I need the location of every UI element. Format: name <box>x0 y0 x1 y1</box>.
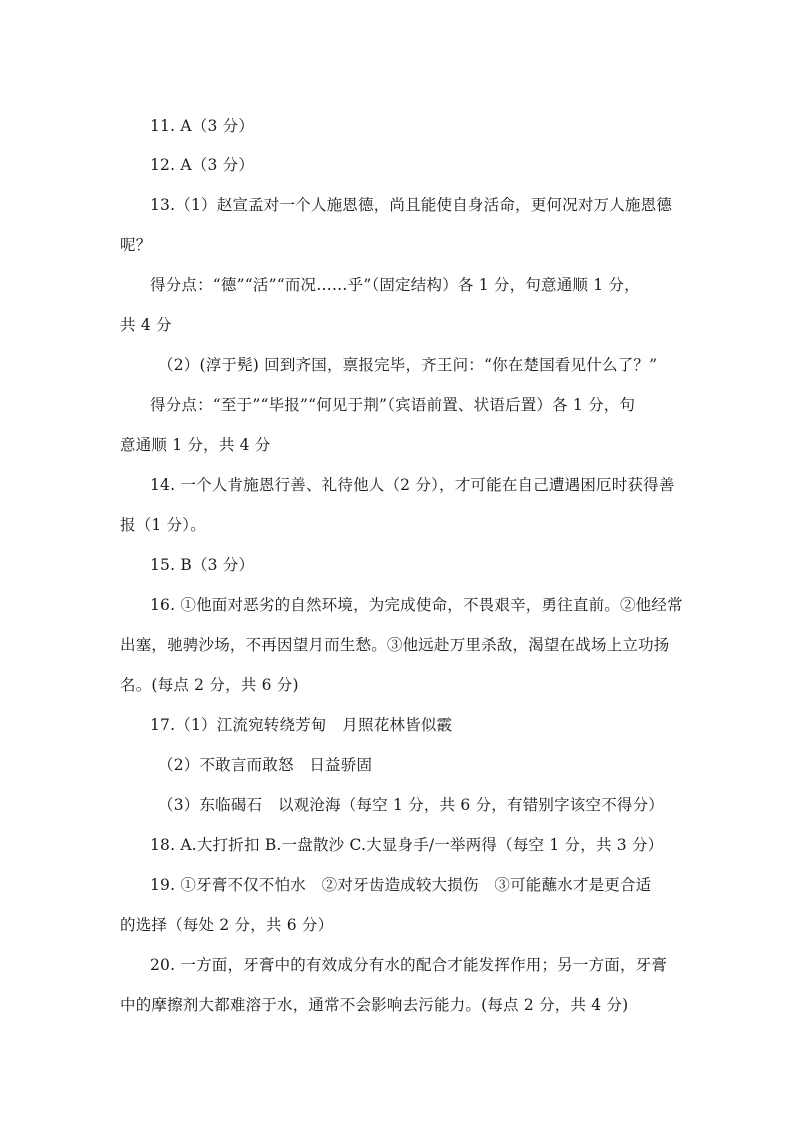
answer-17-2: （2）不敢言而敢怒 日益骄固 <box>158 756 373 774</box>
answer-11: 11. A（3 分） <box>150 117 255 135</box>
scoring-13-2: 得分点：“至于”“毕报”“何见于荆”（宾语前置、状语后置）各 1 分，句 <box>150 396 636 414</box>
answer-14: 14. 一个人肯施恩行善、礼待他人（2 分），才可能在自己遭遇困厄时获得善 <box>150 476 675 494</box>
answer-19: 19. ①牙膏不仅不怕水 ②对牙齿造成较大损伤 ③可能蘸水才是更合适 <box>150 876 652 894</box>
scoring-13-2-cont: 意通顺 1 分，共 4 分 <box>120 436 271 454</box>
answer-16-cont-1: 出塞，驰骋沙场，不再因望月而生愁。③他远赴万里杀敌，渴望在战场上立功扬 <box>120 636 670 654</box>
answer-12: 12. A（3 分） <box>150 156 255 174</box>
answer-17-1: 17.（1）江流宛转绕芳甸 月照花林皆似霰 <box>150 716 453 734</box>
answer-13-1-cont: 呢？ <box>120 236 152 254</box>
answer-20-cont: 中的摩擦剂大都难溶于水，通常不会影响去污能力。(每点 2 分，共 4 分) <box>120 996 629 1014</box>
answer-15: 15. B（3 分） <box>150 556 255 574</box>
answer-13-2: （2）(淳于髡) 回到齐国，禀报完毕，齐王问：“你在楚国看见什么了？” <box>158 356 658 374</box>
answer-20: 20. 一方面，牙膏中的有效成分有水的配合才能发挥作用；另一方面，牙膏 <box>150 956 668 974</box>
answer-14-cont: 报（1 分）。 <box>120 516 206 534</box>
scoring-13-1-cont: 共 4 分 <box>120 316 172 334</box>
answer-18: 18. A.大打折扣 B.一盘散沙 C.大显身手/一举两得（每空 1 分，共 3 分） <box>150 836 664 854</box>
answer-19-cont: 的选择（每处 2 分，共 6 分） <box>120 916 334 934</box>
scoring-13-1: 得分点：“德”“活”“而况……乎”（固定结构）各 1 分，句意通顺 1 分， <box>150 276 640 294</box>
answer-17-3: （3）东临碣石 以观沧海（每空 1 分，共 6 分，有错别字该空不得分） <box>158 796 664 814</box>
answer-16: 16. ①他面对恶劣的自然环境，为完成使命，不畏艰辛，勇往直前。②他经常 <box>150 596 683 614</box>
answer-13-1: 13.（1）赵宣孟对一个人施恩德，尚且能使自身活命，更何况对万人施恩德 <box>150 196 673 214</box>
answer-16-cont-2: 名。(每点 2 分，共 6 分) <box>120 676 299 694</box>
